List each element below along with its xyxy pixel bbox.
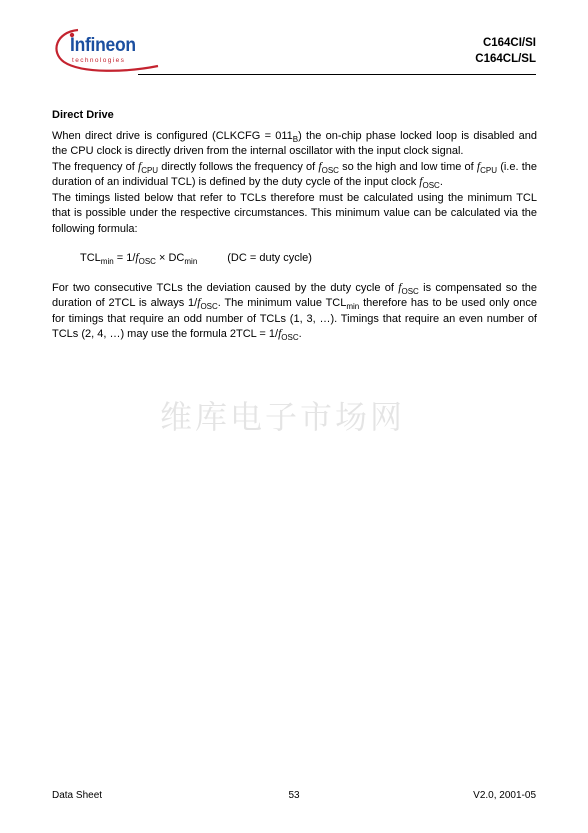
main-content <box>52 108 537 343</box>
page-number: 53 <box>288 790 300 801</box>
paragraph-3: The timings listed below that refer to TCLs therefore must be calculated using the minimum TCL that is possible under the respective circumstances. This minimum value can be calculated via the following formula: <box>52 191 537 235</box>
header-rule <box>138 74 536 75</box>
paragraph-4: For two consecutive TCLs the deviation caused by the duty cycle of $f_{OSC}$ is compensated so the duration of 2TCL is always $1/f_{OSC}$. The minimum value $TCL_{min}$ therefore has to be used only once for timings that require an odd number of TCLs (1, 3, …). Timings that require an even number of TCLs (2, 4, …) may use the formula $2TCL = 1/f_{OSC}$. <box>52 281 538 342</box>
paragraph-2: The frequency of $f_{CPU}$ directly follows the frequency of $f_{OSC}$ so the high and low time of $f_{CPU}$ (i.e. the duration of an individual TCL) is defined by the duty cycle of the input clock $f_{OSC}$. <box>52 160 538 190</box>
document-title <box>475 35 536 67</box>
footer-version: V2.0, 2001-05 <box>473 790 536 801</box>
tcl-formula: $TCL_{min} = 1/f_{OSC} \times DC_{min}$ (DC = duty cycle) <box>80 252 312 266</box>
watermark: 维库电子市场网 <box>160 398 406 436</box>
product-line-1: C164CI/SI <box>482 37 536 49</box>
formula-note: (DC = duty cycle) <box>227 252 312 264</box>
paragraph-1: When direct drive is configured (CLKCFG = $011_B$) the on-chip phase locked loop is disabled and the CPU clock is directly driven from the internal oscillator with the input clock signal. <box>52 129 537 157</box>
product-line-2: C164CL/SL <box>475 53 536 65</box>
infineon-logo <box>48 26 160 78</box>
section-heading: Direct Drive <box>52 109 114 121</box>
footer-doc-type: Data Sheet <box>52 790 103 801</box>
logo-wordmark: Infineon <box>70 35 136 56</box>
logo-tagline: technologies <box>72 57 126 64</box>
